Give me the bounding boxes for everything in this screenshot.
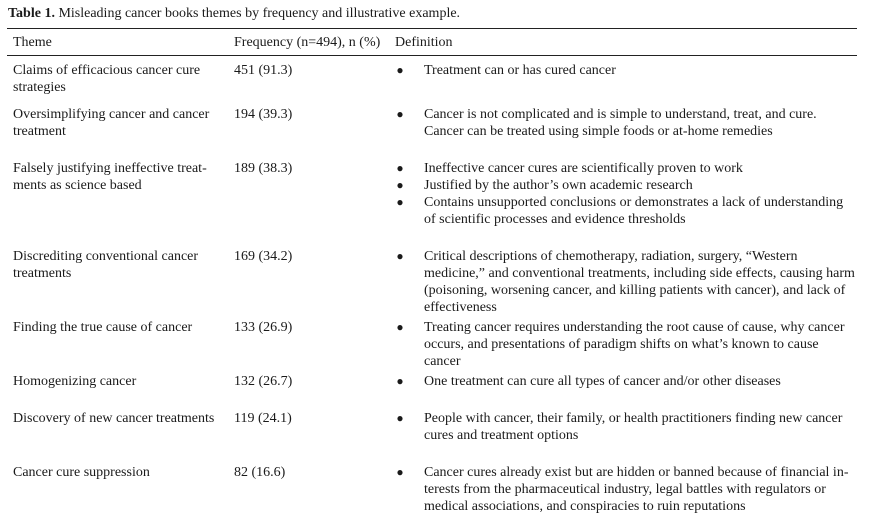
bullet-icon: ●	[396, 411, 404, 425]
theme-cell: Cancer cure suppression	[13, 465, 150, 480]
definition-item	[395, 373, 857, 390]
header-frequency: Frequency (n=494), n (%)	[234, 35, 381, 50]
table-top-rule	[7, 28, 857, 29]
definition-list	[395, 62, 857, 79]
frequency-cell: 189 (38.3)	[234, 161, 293, 176]
bullet-icon: ●	[396, 63, 404, 77]
definition-text: Contains unsupported conclusions or demonstrates a lack of understanding of scientific processes and evidence thresholds	[424, 195, 844, 227]
definition-item	[395, 160, 857, 177]
theme-cell: Homogenizing cancer	[13, 374, 137, 389]
definition-item	[395, 177, 857, 194]
frequency-cell: 169 (34.2)	[234, 249, 293, 264]
theme-cell: Claims of efficacious cancer cure strategies	[13, 63, 201, 95]
theme-cell: Finding the true cause of cancer	[13, 320, 193, 335]
definition-list	[395, 319, 857, 370]
definition-item	[395, 106, 857, 140]
header-definition: Definition	[395, 35, 453, 50]
definition-list	[395, 248, 857, 316]
definition-item	[395, 248, 857, 316]
theme-cell: Discovery of new cancer treatments	[13, 411, 215, 426]
definition-text: Justified by the author’s own academic research	[424, 178, 693, 193]
bullet-icon: ●	[396, 107, 404, 121]
definition-text: People with cancer, their family, or health practitioners finding new cancer cures and treatment options	[424, 411, 843, 443]
header-theme: Theme	[13, 35, 52, 50]
frequency-cell: 132 (26.7)	[234, 374, 293, 389]
bullet-icon: ●	[396, 195, 404, 209]
bullet-icon: ●	[396, 320, 404, 334]
definition-list	[395, 160, 857, 228]
definition-list	[395, 106, 857, 140]
definition-text: Cancer is not complicated and is simple to understand, treat, and cure. Cancer can be treated using simple foods or at-home remedies	[424, 107, 817, 139]
definition-item	[395, 319, 857, 370]
table-caption-label: Table 1.	[8, 6, 55, 21]
frequency-cell: 451 (91.3)	[234, 63, 293, 78]
definition-item	[395, 194, 857, 228]
definition-list	[395, 464, 857, 515]
definition-list	[395, 373, 857, 390]
bullet-icon: ●	[396, 465, 404, 479]
bullet-icon: ●	[396, 374, 404, 388]
definition-item	[395, 62, 857, 79]
table-caption	[8, 5, 460, 23]
theme-cell: Falsely justifying ineffective treat-ments as science based	[13, 161, 207, 193]
table-caption-text: Misleading cancer books themes by frequency and illustrative example.	[58, 6, 461, 21]
definition-list	[395, 410, 857, 444]
bullet-icon: ●	[396, 249, 404, 263]
theme-cell: Discrediting conventional cancer treatments	[13, 249, 199, 281]
frequency-cell: 119 (24.1)	[234, 411, 292, 426]
definition-text: Treating cancer requires understanding the root cause of cause, why cancer occurs, and presentations of paradigm shifts on what’s known to cause cancer	[424, 320, 845, 369]
bullet-icon: ●	[396, 178, 404, 192]
definition-text: One treatment can cure all types of cancer and/or other diseases	[424, 374, 781, 389]
table-header-rule	[7, 55, 857, 56]
definition-text: Ineffective cancer cures are scientifically proven to work	[424, 161, 743, 176]
theme-cell: Oversimplifying cancer and cancer treatment	[13, 107, 210, 139]
bullet-icon: ●	[396, 161, 404, 175]
frequency-cell: 133 (26.9)	[234, 320, 293, 335]
definition-text: Critical descriptions of chemotherapy, radiation, surgery, “Western medicine,” and conventional treatments, including side effects, causing harm (poisoning, worsening cancer, and killing patients with cancer), and lack of effectiveness	[424, 249, 855, 315]
definition-item	[395, 410, 857, 444]
definition-text: Cancer cures already exist but are hidden or banned because of financial in-terests from the pharmaceutical industry, legal battles with regulators or medical associations, and conspiracies to ruin reputations	[424, 465, 849, 514]
definition-text: Treatment can or has cured cancer	[424, 63, 616, 78]
frequency-cell: 194 (39.3)	[234, 107, 293, 122]
frequency-cell: 82 (16.6)	[234, 465, 286, 480]
definition-item	[395, 464, 857, 515]
